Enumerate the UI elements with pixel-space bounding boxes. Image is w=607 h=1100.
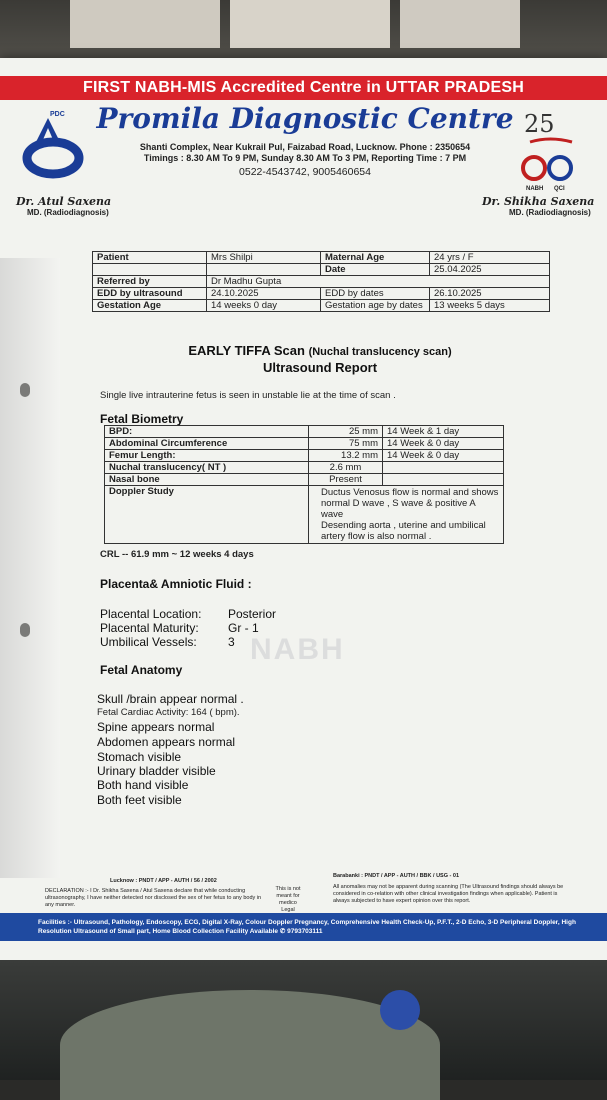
biometry-age — [383, 474, 504, 486]
nabh-text: NABH — [526, 186, 544, 192]
edd-dates-value: 26.10.2025 — [430, 288, 550, 300]
plastic-binder — [0, 258, 60, 878]
qci-text: QCI — [554, 186, 565, 192]
maternal-age-value: 24 yrs / F — [430, 252, 550, 264]
pdc-logo — [18, 106, 88, 186]
referred-value: Dr Madhu Gupta — [207, 276, 550, 288]
logo-text: PDC — [50, 111, 65, 118]
biometry-label: Abdominal Circumference — [105, 438, 309, 450]
patient-value: Mrs Shilpi — [207, 252, 321, 264]
biometry-value: 13.2 mm — [309, 450, 383, 462]
anatomy-heading: Fetal Anatomy — [100, 663, 183, 677]
anatomy-item: Skull /brain appear normal . — [97, 692, 244, 706]
crl-text: CRL -- 61.9 mm ~ 12 weeks 4 days — [100, 549, 254, 560]
report-title-main: EARLY TIFFA Scan — [188, 343, 305, 358]
anatomy-item: Both feet visible — [97, 793, 182, 807]
edd-us-value: 24.10.2025 — [207, 288, 321, 300]
anatomy-item: Stomach visible — [97, 750, 182, 764]
ga-dates-value: 13 weeks 5 days — [430, 300, 550, 312]
background-paper — [400, 0, 520, 48]
doppler-label: Doppler Study — [105, 486, 309, 544]
accreditation-banner: FIRST NABH-MIS Accredited Centre in UTTAR PRADESH — [0, 76, 607, 100]
maternal-age-label: Maternal Age — [321, 252, 430, 264]
report-title-sub: (Nuchal translucency scan) — [308, 346, 452, 358]
biometry-value: Present — [309, 474, 383, 486]
ga-dates-label: Gestation age by dates — [321, 300, 430, 312]
biometry-label: Nuchal translucency( NT ) — [105, 462, 309, 474]
facilities-bar: Facilities :- Ultrasound, Pathology, Endoscopy, ECG, Digital X-Ray, Colour Doppler Pregnancy, Comprehensive Health Check-Up, P.F.T., 2-D Echo, 3-D Peripheral Doppler, High Resolution Ultrasound of Small part, Home Blood Collection Facility Available ✆ 9793703111 — [0, 913, 607, 941]
intro-text: Single live intrauterine fetus is seen in unstable lie at the time of scan . — [100, 390, 396, 401]
background-bottom — [0, 960, 607, 1080]
placenta-maturity-label: Placental Maturity: — [100, 621, 199, 635]
biometry-value: 2.6 mm — [309, 462, 383, 474]
biometry-age: 14 Week & 0 day — [383, 450, 504, 462]
biometry-age: 14 Week & 1 day — [383, 426, 504, 438]
edd-us-label: EDD by ultrasound — [93, 288, 207, 300]
not-legal-note: This is not meant for medico Legal — [275, 886, 301, 913]
clinic-address — [105, 142, 505, 164]
biometry-label: BPD: — [105, 426, 309, 438]
years-text: 25 — [524, 110, 555, 138]
address-line: Shanti Complex, Near Kukrail Pul, Faizabad Road, Lucknow. Phone : 2350654 — [139, 142, 471, 152]
clinic-name: Promila Diagnostic Centre — [96, 102, 514, 135]
doctor-left-name: Dr. Atul Saxena — [16, 195, 112, 208]
date-label: Date — [321, 264, 430, 276]
registration-lucknow: Lucknow : PNDT / APP - AUTH / 56 / 2002 — [110, 878, 217, 884]
umbilical-vessels-label: Umbilical Vessels: — [100, 635, 197, 649]
biometry-label: Nasal bone — [105, 474, 309, 486]
placenta-location-label: Placental Location: — [100, 607, 202, 621]
declaration: DECLARATION :- I Dr. Shikha Saxena / Atul Saxena declare that while conducting ultrasonography, I have neither detected nor disclosed the sex of her fetus to any body in any manner. — [45, 888, 262, 908]
anomalies-note: All anomalies may not be apparent during scanning (The Ultrasound findings should always be considered in co-relation with other clinical investigation findings when applicable). Patient is always subjected to have expert opinion over this report. — [333, 884, 564, 904]
report-subtitle: Ultrasound Report — [262, 360, 378, 375]
timings-line: Timings : 8.30 AM To 9 PM, Sunday 8.30 AM To 3 PM, Reporting Time : 7 PM — [143, 153, 467, 163]
edd-dates-label: EDD by dates — [321, 288, 430, 300]
doctor-left-degree: MD. (Radiodiagnosis) — [27, 208, 109, 217]
anatomy-item: Urinary bladder visible — [97, 764, 216, 778]
doppler-line: artery flow is also normal . — [321, 531, 432, 542]
placenta-heading: Placenta& Amniotic Fluid : — [100, 577, 252, 591]
anatomy-item: Spine appears normal — [97, 720, 215, 734]
report-sheet — [0, 58, 607, 968]
doppler-line: Ductus Venosus flow is normal and shows — [321, 487, 499, 498]
umbilical-vessels-value: 3 — [228, 635, 235, 649]
doctor-right-degree: MD. (Radiodiagnosis) — [509, 208, 591, 217]
ga-value: 14 weeks 0 day — [207, 300, 321, 312]
placenta-location-value: Posterior — [228, 607, 277, 621]
patient-table — [92, 251, 550, 312]
biometry-heading: Fetal Biometry — [100, 412, 184, 426]
anatomy-item: Fetal Cardiac Activity: 164 ( bpm). — [97, 707, 240, 718]
ga-label: Gestation Age — [93, 300, 207, 312]
background-paper — [70, 0, 220, 48]
biometry-value: 25 mm — [309, 426, 383, 438]
binder-hole — [20, 623, 30, 637]
anatomy-item: Abdomen appears normal — [97, 735, 236, 749]
nabh-logo — [510, 106, 590, 196]
doppler-line: Desending aorta , uterine and umbilical — [321, 520, 486, 531]
watermark: NABH — [250, 633, 345, 666]
doppler-text — [309, 486, 504, 544]
doctor-right-name: Dr. Shikha Saxena — [482, 195, 595, 208]
background-paper — [230, 0, 390, 48]
biometry-table — [104, 425, 504, 544]
background-object — [380, 990, 420, 1030]
report-title — [100, 343, 540, 358]
date-value: 25.04.2025 — [430, 264, 550, 276]
doppler-line: normal D wave , S wave & positive A wave — [321, 498, 476, 520]
patient-label: Patient — [93, 252, 207, 264]
referred-label: Referred by — [93, 276, 207, 288]
biometry-age — [383, 462, 504, 474]
registration-barabanki: Barabanki : PNDT / APP - AUTH / BBK / USG - 01 — [333, 873, 460, 879]
biometry-value: 75 mm — [309, 438, 383, 450]
binder-hole — [20, 383, 30, 397]
biometry-age: 14 Week & 0 day — [383, 438, 504, 450]
biometry-label: Femur Length: — [105, 450, 309, 462]
clinic-phones: 0522-4543742, 9005460654 — [239, 166, 371, 178]
placenta-maturity-value: Gr - 1 — [228, 621, 259, 635]
anatomy-item: Both hand visible — [97, 778, 189, 792]
